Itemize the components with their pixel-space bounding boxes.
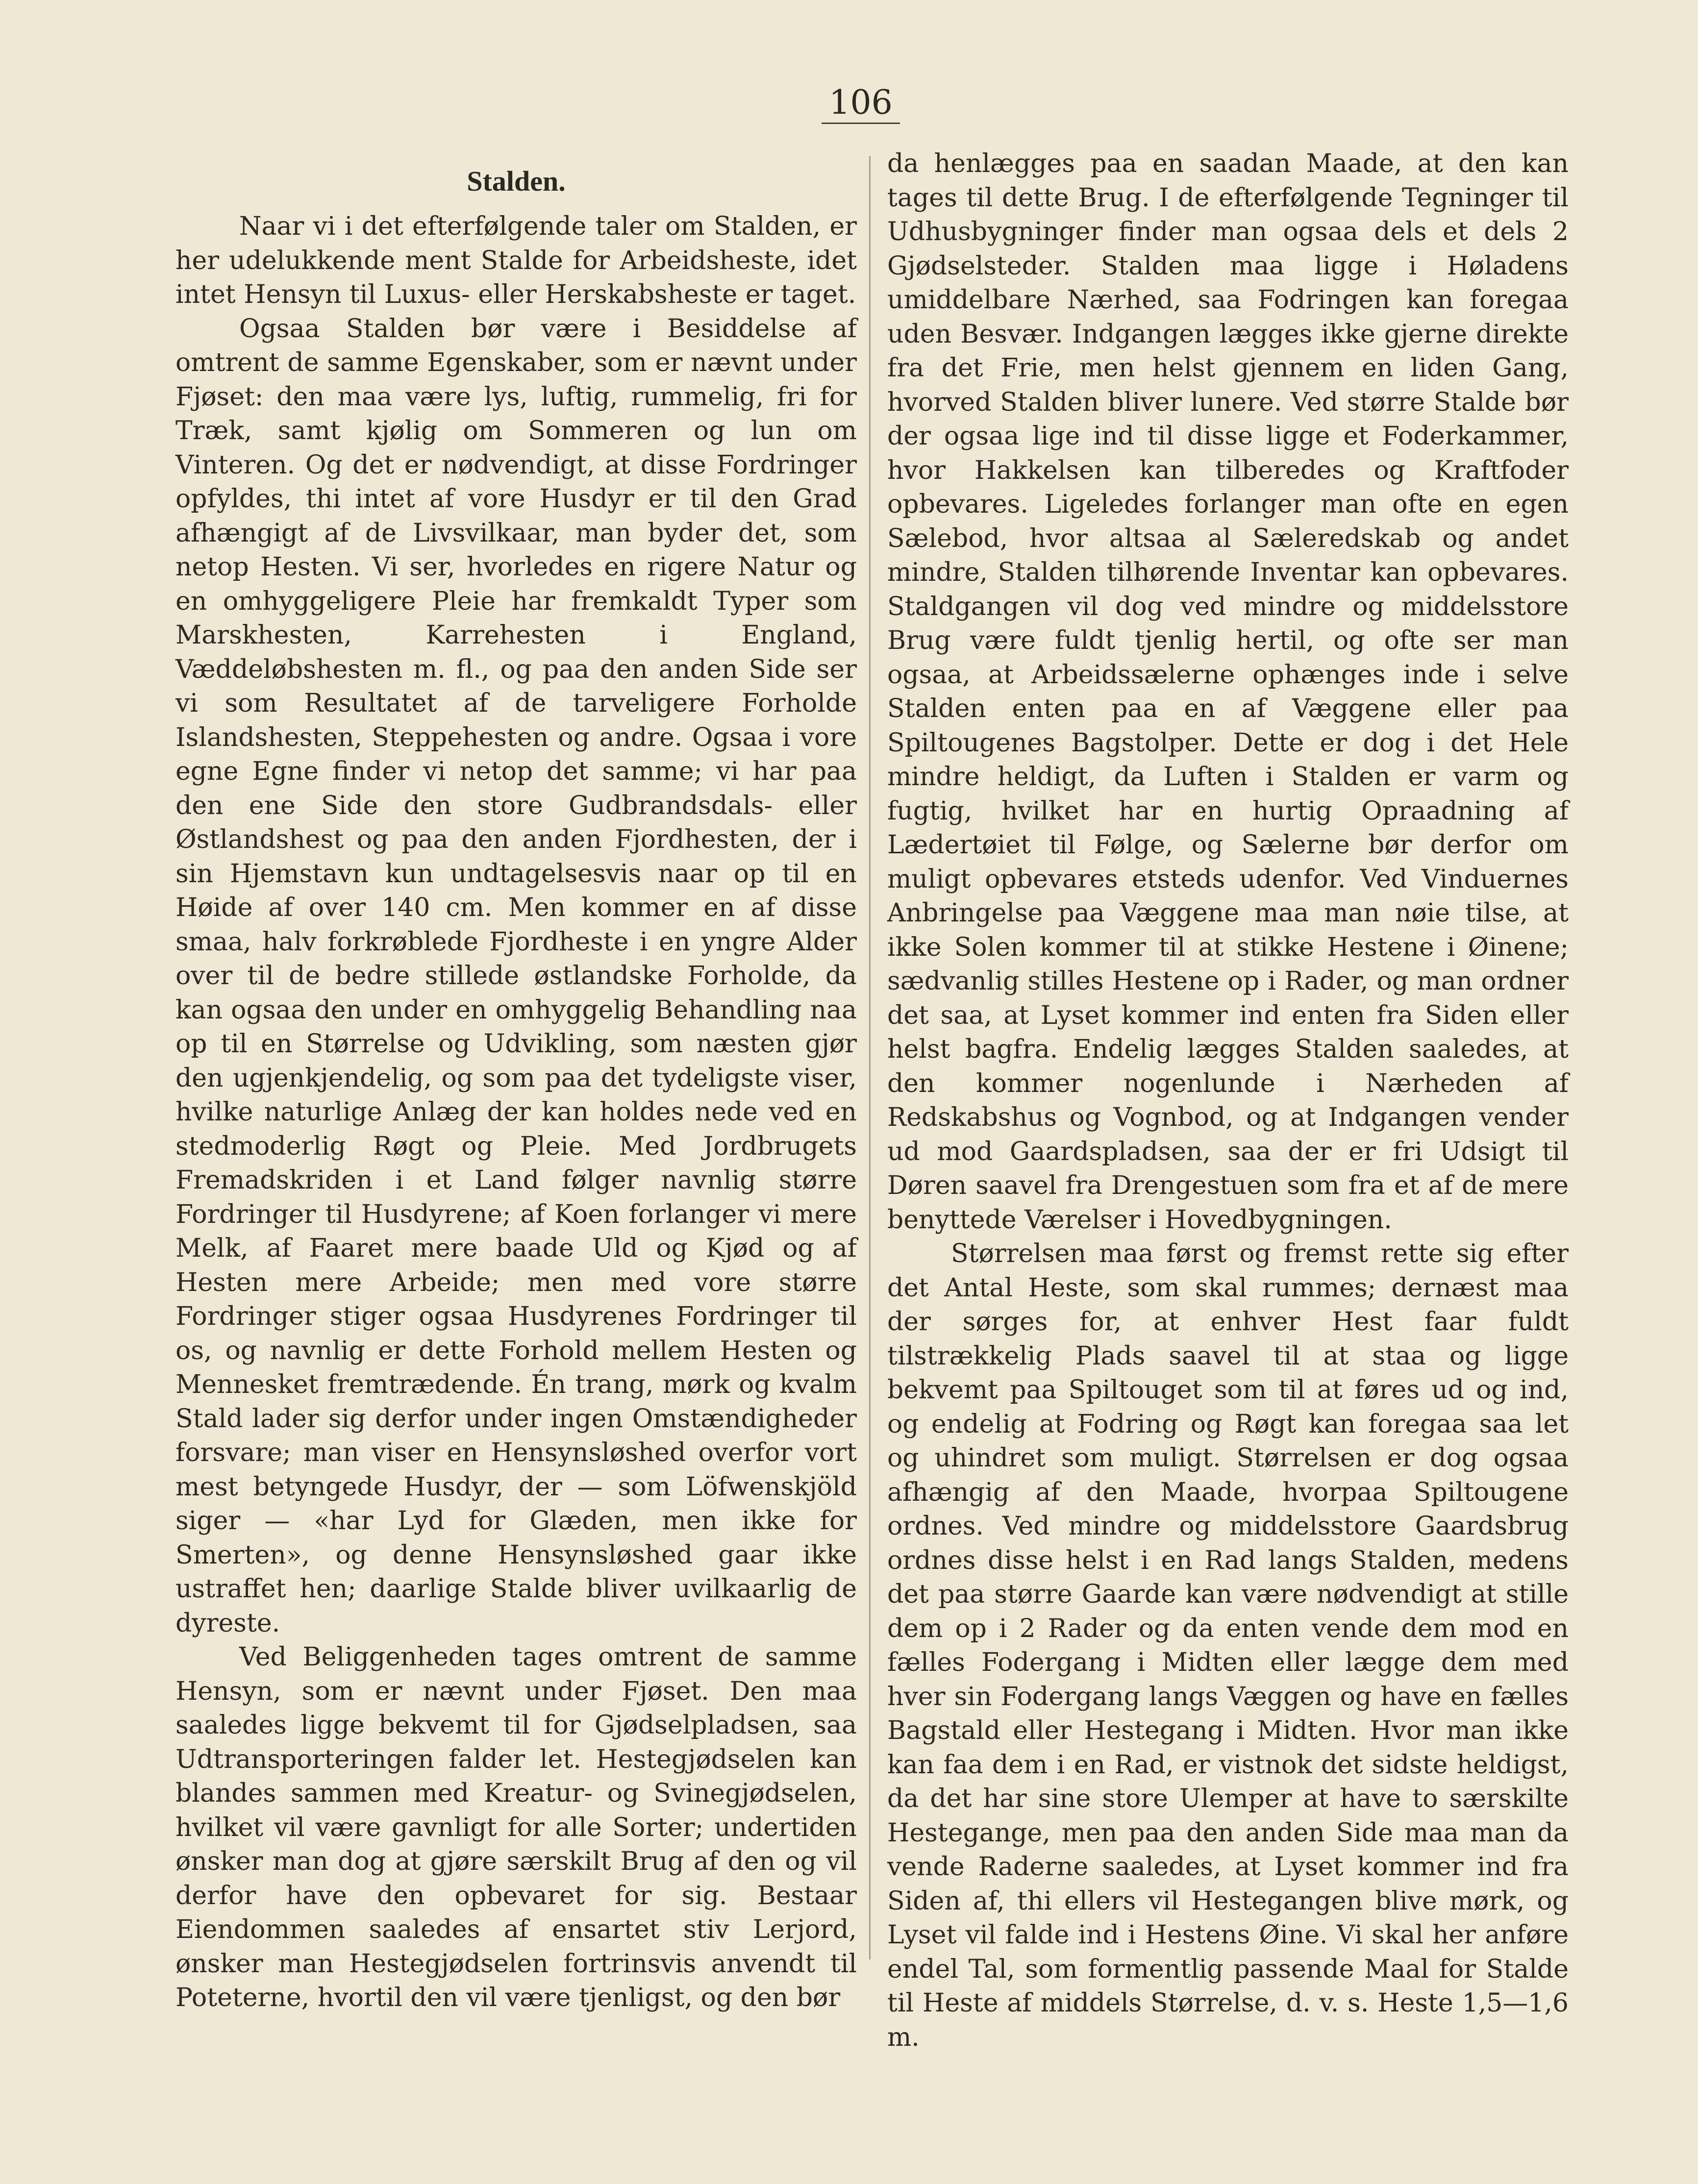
left-column bbox=[175, 147, 857, 2015]
right-column bbox=[887, 147, 1569, 2055]
paragraph: da henlægges paa en saadan Maade, at den kan tages til dette Brug. I de efterfølgende Tegninger til Udhusbygninger finder man ogsaa dels et dels 2 Gjødselsteder. Stalden maa ligge i Høladens umiddelbare Nærhed, saa Fodringen kan foregaa uden Besvær. Indgangen lægges ikke gjerne direkte fra det Frie, men helst gjennem en liden Gang, hvorved Stalden bliver lunere. Ved større Stalde bør der ogsaa lige ind til disse ligge et Foderkammer, hvor Hakkelsen kan tilberedes og Kraftfoder opbevares. Ligeledes forlanger man ofte en egen Sælebod, hvor altsaa al Sæleredskab og andet mindre, Stalden tilhørende Inventar kan opbevares. Staldgangen vil dog ved mindre og middelsstore Brug være fuldt tjenlig hertil, og ofte ser man ogsaa, at Arbeidssælerne ophænges inde i selve Stalden enten paa en af Væggene eller paa Spiltougenes Bagstolper. Dette er dog i det Hele mindre heldigt, da Luften i Stalden er varm og fugtig, hvilket har en hurtig Opraadning af Lædertøiet til Følge, og Sælerne bør derfor om muligt opbevares etsteds udenfor. Ved Vinduernes Anbringelse paa Væggene maa man nøie tilse, at ikke Solen kommer til at stikke Hestene i Øinene; sædvanlig stilles Hestene op i Rader, og man ordner det saa, at Lyset kommer ind enten fra Siden eller helst bagfra. Endelig lægges Stalden saaledes, at den kommer nogenlunde i Nærheden af Redskabshus og Vognbod, og at Indgangen vender ud mod Gaardspladsen, saa der er fri Udsigt til Døren saavel fra Drengestuen som fra et af de mere benyttede Værelser i Hovedbygningen. bbox=[887, 149, 1569, 1235]
paragraph: Størrelsen maa først og fremst rette sig efter det Antal Heste, som skal rummes; dernæst maa der sørges for, at enhver Hest faar fuldt tilstrækkelig Plads saavel til at staa og ligge bekvemt paa Spiltouget som til at føres ud og ind, og endelig at Fodring og Røgt kan foregaa saa let og uhindret som muligt. Størrelsen er dog ogsaa afhængig af den Maade, hvorpaa Spiltougene ordnes. Ved mindre og middelsstore Gaardsbrug ordnes disse helst i en Rad langs Stalden, medens det paa større Gaarde kan være nødvendigt at stille dem op i 2 Rader og da enten vende dem mod en fælles Fodergang i Midten eller lægge dem med hver sin Fodergang langs Væggen og have en fælles Bagstald eller Hestegang i Midten. Hvor man ikke kan faa dem i en Rad, er vistnok det sidste heldigst, da det har sine store Ulemper at have to særskilte Hestegange, men paa den anden Side maa man da vende Raderne saaledes, at Lyset kommer ind fra Siden af, thi ellers vil Hestegangen blive mørk, og Lyset vil falde ind i Hestens Øine. Vi skal her anføre endel Tal, som formentlig passende Maal for Stalde til Heste af middels Størrelse, d. v. s. Heste 1,5—1,6 m. bbox=[887, 1239, 1569, 2052]
section-heading: Stalden. bbox=[467, 165, 566, 197]
page-number-rule bbox=[822, 123, 900, 124]
page-number: 106 bbox=[829, 83, 893, 122]
paragraph: Ved Beliggenheden tages omtrent de samme Hensyn, som er nævnt under Fjøset. Den maa saaledes ligge bekvemt til for Gjødselpladsen, saa Udtransporteringen falder let. Hestegjødselen kan blandes sammen med Kreatur- og Svinegjødselen, hvilket vil være gavnligt for alle Sorter; undertiden ønsker man dog at gjøre særskilt Brug af den og vil derfor have den opbevaret for sig. Bestaar Eiendommen saaledes af ensartet stiv Lerjord, ønsker man Hestegjødselen fortrinsvis anvendt til Poteterne, hvortil den vil være tjenligst, og den bør bbox=[175, 1642, 857, 2012]
paragraph: Ogsaa Stalden bør være i Besiddelse af omtrent de samme Egenskaber, som er nævnt under Fjøset: den maa være lys, luftig, rummelig, fri for Træk, samt kjølig om Sommeren og lun om Vinteren. Og det er nødvendigt, at disse Fordringer opfyldes, thi intet af vore Husdyr er til den Grad afhængigt af de Livsvilkaar, man byder det, som netop Hesten. Vi ser, hvorledes en rigere Natur og en omhyggeligere Pleie har fremkaldt Typer som Marskhesten, Karrehesten i England, Væddeløbshesten m. fl., og paa den anden Side ser vi som Resultatet af de tarveligere Forholde Islandshesten, Steppehesten og andre. Ogsaa i vore egne Egne finder vi netop det samme; vi har paa den ene Side den store Gudbrandsdals- eller Østlandshest og paa den anden Fjordhesten, der i sin Hjemstavn kun undtagelsesvis naar op til en Høide af over 140 cm. Men kommer en af disse smaa, halv forkrøblede Fjordheste i en yngre Alder over til de bedre stillede østlandske Forholde, da kan ogsaa den under en omhyggelig Behandling naa op til en Størrelse og Udvikling, som næsten gjør den ugjenkjendelig, og som paa det tydeligste viser, hvilke naturlige Anlæg der kan holdes nede ved en stedmoderlig Røgt og Pleie. Med Jordbrugets Fremadskriden i et Land følger navnlig større Fordringer til Husdyrene; af Koen forlanger vi mere Melk, af Faaret mere baade Uld og Kjød og af Hesten mere Arbeide; men med vore større Fordringer stiger ogsaa Husdyrenes Fordringer til os, og navnlig er dette Forhold mellem Hesten og Mennesket fremtrædende. Én trang, mørk og kvalm Stald lader sig derfor under ingen Omstændigheder forsvare; man viser en Hensynsløshed overfor vort mest betyngede Husdyr, der — som Löfwenskjöld siger — «har Lyd for Glæden, men ikke for Smerten», og denne Hensynsløshed gaar ikke ustraffet hen; daarlige Stalde bliver uvilkaarlig de dyreste. bbox=[175, 314, 857, 1638]
column-divider bbox=[869, 156, 871, 1960]
paragraph: Naar vi i det efterfølgende taler om Stalden, er her udelukkende ment Stalde for Arbeidsheste, idet intet Hensyn til Luxus- eller Herskabsheste er taget. bbox=[175, 212, 857, 309]
